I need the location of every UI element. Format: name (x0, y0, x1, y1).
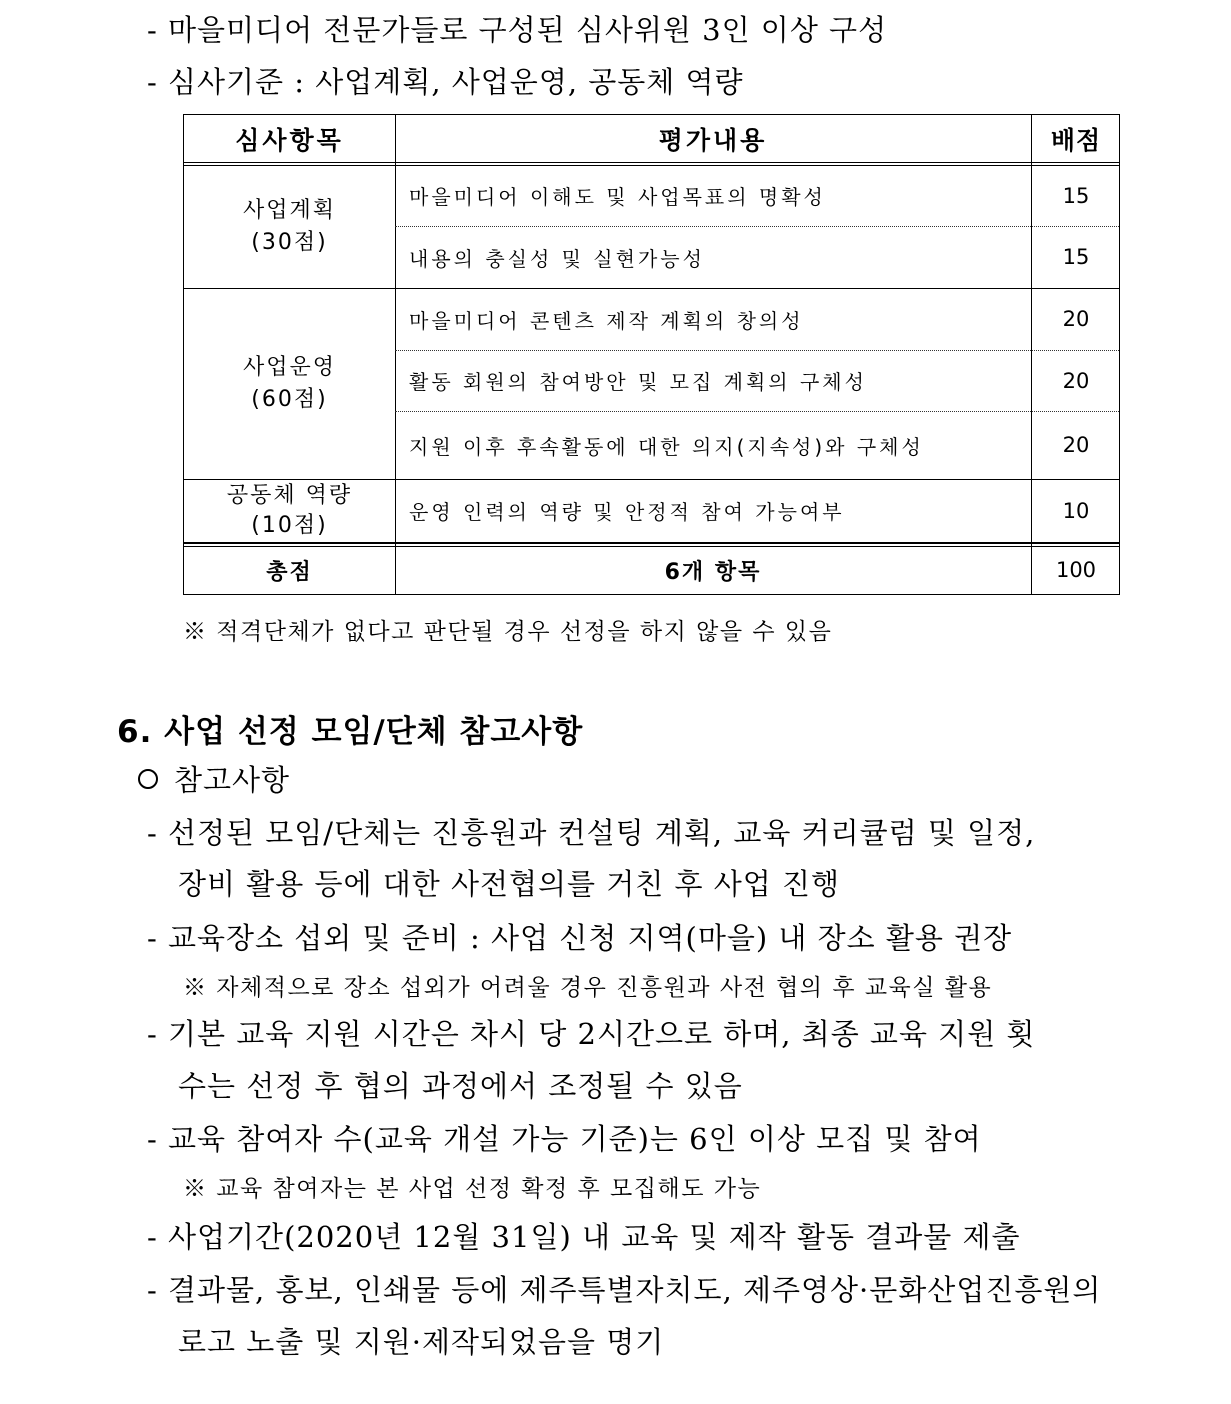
section-heading: 6. 사업 선정 모임/단체 참고사항 (117, 714, 584, 750)
criterion-row: 마을미디어 콘텐츠 제작 계획의 창의성 (409, 308, 804, 333)
group-community (184, 479, 395, 542)
criterion-score: 20 (1062, 433, 1090, 457)
criterion-row: 활동 회원의 참여방안 및 모집 계획의 구체성 (409, 370, 867, 394)
group-plan (184, 165, 395, 288)
body-line: - 사업기간(2020년 12월 31일) 내 교육 및 제작 활동 결과물 제출 (147, 1220, 1021, 1254)
body-line: 로고 노출 및 지원·제작되었음을 명기 (178, 1325, 665, 1359)
body-line: - 기본 교육 지원 시간은 차시 당 2시간으로 하며, 최종 교육 지원 횟 (147, 1017, 1036, 1051)
evaluation-table (183, 114, 1120, 595)
header-content: 평가내용 (658, 125, 768, 155)
group-community-points: (10점) (251, 512, 328, 538)
intro-line-criteria: - 심사기준 : 사업계획, 사업운영, 공동체 역량 (147, 65, 744, 99)
subheading (138, 762, 290, 798)
subheading-text: 참고사항 (174, 763, 291, 797)
header-score: 배점 (1050, 125, 1102, 155)
group-operation-name: 사업운영 (242, 354, 336, 380)
criterion-row: 내용의 충실성 및 실현가능성 (409, 246, 705, 271)
total-score: 100 (1055, 558, 1097, 582)
group-operation (184, 288, 395, 479)
group-plan-points: (30점) (251, 229, 328, 255)
criterion-score: 15 (1062, 183, 1090, 208)
circle-bullet-icon (138, 769, 158, 789)
body-line: - 선정된 모임/단체는 진흥원과 컨설팅 계획, 교육 커리큘럼 및 일정, (147, 816, 1036, 850)
criterion-row: 지원 이후 후속활동에 대한 의지(지속성)와 구체성 (409, 434, 924, 459)
body-note: ※ 교육 참여자는 본 사업 선정 확정 후 모집해도 가능 (183, 1176, 762, 1202)
intro-line-judges: - 마을미디어 전문가들로 구성된 심사위원 3인 이상 구성 (147, 13, 888, 47)
body-line: 수는 선정 후 협의 과정에서 조정될 수 있음 (178, 1069, 743, 1103)
table-note: ※ 적격단체가 없다고 판단될 경우 선정을 하지 않을 수 있음 (183, 619, 833, 645)
criterion-score: 20 (1062, 368, 1090, 393)
body-note: ※ 자체적으로 장소 섭외가 어려울 경우 진흥원과 사전 협의 후 교육실 활용 (183, 975, 993, 1001)
criterion-row: 운영 인력의 역량 및 안정적 참여 가능여부 (409, 500, 845, 524)
header-category: 심사항목 (235, 125, 344, 155)
body-line: - 교육장소 섭외 및 준비 : 사업 신청 지역(마을) 내 장소 활용 권장 (147, 921, 1013, 955)
group-operation-points: (60점) (251, 386, 328, 412)
body-line: - 교육 참여자 수(교육 개설 가능 기준)는 6인 이상 모집 및 참여 (147, 1122, 982, 1156)
criterion-score: 10 (1062, 498, 1090, 523)
group-plan-name: 사업계획 (242, 197, 336, 223)
group-community-name: 공동체 역량 (226, 482, 353, 508)
criterion-row: 마을미디어 이해도 및 사업목표의 명확성 (409, 185, 826, 209)
criterion-score: 15 (1062, 245, 1090, 269)
body-line: - 결과물, 홍보, 인쇄물 등에 제주특별자치도, 제주영상·문화산업진흥원의 (147, 1273, 1102, 1307)
body-line: 장비 활용 등에 대한 사전협의를 거친 후 사업 진행 (178, 867, 841, 901)
total-items: 6개 항목 (664, 559, 762, 585)
criterion-score: 20 (1062, 307, 1090, 331)
total-label: 총점 (266, 559, 313, 585)
